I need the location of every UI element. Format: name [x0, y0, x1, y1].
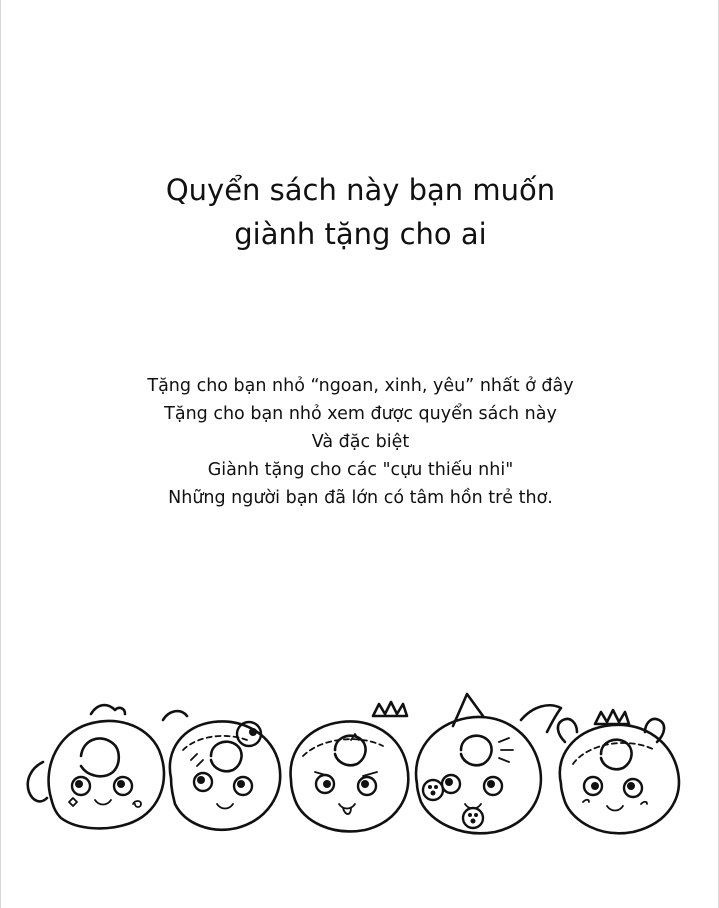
title-line-2: giành tặng cho ai	[234, 217, 487, 251]
title-line-1: Quyển sách này bạn muốn	[165, 173, 556, 207]
bear-crown-character	[291, 702, 409, 831]
characters-illustration	[21, 680, 701, 840]
dedication-line-5: Những người bạn đã lớn có tâm hồn trẻ thơ.	[168, 488, 553, 508]
dedication-line-2: Tặng cho bạn nhỏ xem được quyển sách này	[164, 404, 557, 424]
dedication-line-1: Tặng cho bạn nhỏ “ngoan, xinh, yêu” nhất ở đây	[147, 376, 574, 396]
dinosaur-hood-character	[28, 705, 164, 828]
lion-hood-character	[558, 710, 679, 833]
dedication-line-3: Và đặc biệt	[311, 432, 410, 452]
dedication-line-4: Giành tặng cho các "cựu thiếu nhi"	[207, 460, 514, 480]
dedication-text	[1, 372, 719, 512]
page-title	[1, 168, 719, 256]
cat-hood-character	[416, 694, 561, 833]
frog-hood-character	[163, 711, 280, 830]
